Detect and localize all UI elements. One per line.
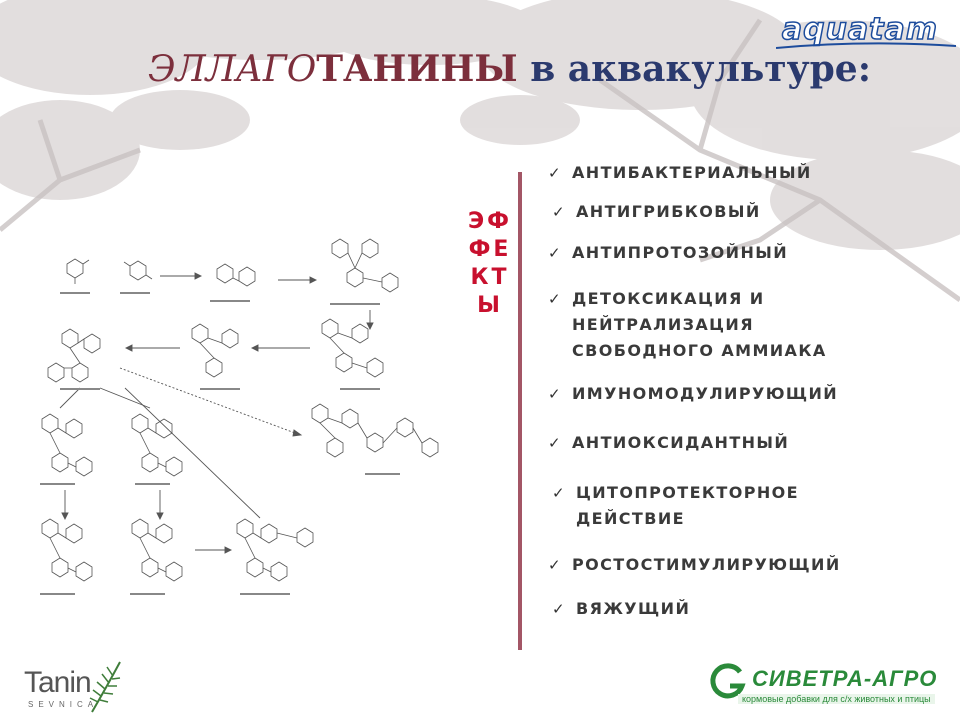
effect-label: ДЕТОКСИКАЦИЯ И НЕЙТРАЛИЗАЦИЯ СВОБОДНОГО АММИАКА	[572, 289, 827, 360]
check-icon: ✓	[548, 164, 562, 182]
check-icon: ✓	[548, 434, 562, 452]
effect-item	[548, 381, 839, 407]
title-part-aquaculture: в аквакультуре:	[517, 48, 871, 90]
effect-label: АНТИБАКТЕРИАЛЬНЫЙ	[572, 163, 812, 182]
effect-item	[548, 240, 789, 266]
effect-item	[548, 286, 827, 364]
effect-label: АНТИГРИБКОВЫЙ	[576, 202, 761, 221]
effect-label: АНТИОКСИДАНТНЫЙ	[572, 433, 790, 452]
effect-item	[548, 430, 790, 456]
effects-label-line: ФЕ	[468, 237, 512, 262]
effects-vertical-label	[462, 208, 518, 320]
tanin-logo	[24, 658, 124, 716]
check-icon: ✓	[552, 203, 566, 221]
effects-label-line: Ы	[477, 293, 503, 318]
vertical-divider	[518, 172, 522, 650]
effect-label: ИМУНОМОДУЛИРУЮЩИЙ	[572, 384, 839, 403]
check-icon: ✓	[548, 290, 562, 308]
effects-label-line: ЭФ	[468, 209, 512, 234]
tanin-logo-sub: SEVNICA	[28, 700, 99, 709]
effect-item	[552, 199, 761, 225]
sivetra-agro-logo	[708, 662, 948, 706]
check-icon: ✓	[552, 600, 566, 618]
check-icon: ✓	[548, 556, 562, 574]
effects-label-line: КТ	[470, 265, 510, 290]
check-icon: ✓	[548, 244, 562, 262]
page-title	[148, 48, 871, 90]
effect-label: ЦИТОПРОТЕКТОРНОЕ ДЕЙСТВИЕ	[576, 483, 799, 528]
aquatam-logo-text: aquatam	[781, 12, 938, 47]
aquatam-logo	[782, 12, 938, 47]
check-icon: ✓	[552, 484, 566, 502]
effect-item	[552, 596, 691, 622]
effect-item	[548, 160, 812, 186]
fern-leaf-icon	[86, 658, 126, 714]
effect-label: АНТИПРОТОЗОЙНЫЙ	[572, 243, 789, 262]
sivetra-logo-name: СИВЕТРА-АГРО	[752, 666, 938, 691]
check-icon: ✓	[548, 385, 562, 403]
effect-label: РОСТОСТИМУЛИРУЮЩИЙ	[572, 555, 841, 574]
ellagitannin-pathway-diagram	[20, 228, 456, 600]
effect-item	[552, 480, 799, 532]
tanin-logo-word: Tanin	[24, 666, 91, 699]
sivetra-logo-tagline: кормовые добавки для с/х животных и птицы	[738, 694, 935, 704]
title-part-prefix: ЭЛЛАГО	[148, 49, 317, 90]
title-part-tanins: ТАНИНЫ	[316, 48, 518, 90]
effect-item	[548, 552, 841, 578]
effect-label: ВЯЖУЩИЙ	[576, 599, 691, 618]
